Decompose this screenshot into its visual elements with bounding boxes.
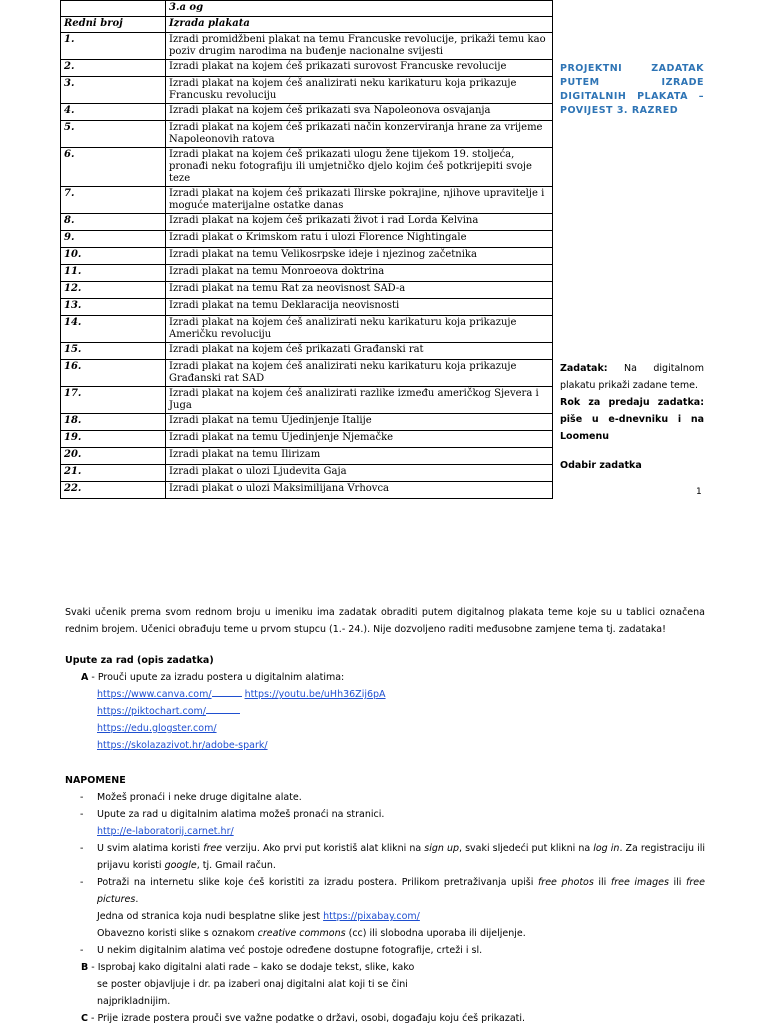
link-piktochart[interactable]: https://piktochart.com/ bbox=[97, 706, 206, 717]
col-num-header: Redni broj bbox=[61, 17, 166, 33]
row-number: 14. bbox=[61, 316, 166, 343]
row-number: 3. bbox=[61, 77, 166, 104]
note-item: - Potraži na internetu slike koje ćeš koristiti za izradu postera. Prilikom pretraživanja upiši free photos ili free images ili free pictures. Jedna od stranica koja nudi besplatne slike jest https://pixabay.com/ Obavezno koristi slike s oznakom creative commons (cc) ili slobodna uporaba ili dijeljenje. bbox=[80, 877, 705, 939]
link-underline-spacer bbox=[206, 704, 240, 714]
row-number: 17. bbox=[61, 387, 166, 414]
note-text: ili bbox=[593, 877, 611, 888]
table-row bbox=[61, 231, 553, 248]
link-skolazazivot[interactable]: https://skolazazivot.hr/adobe-spark/ bbox=[97, 740, 268, 751]
table-row bbox=[61, 104, 553, 121]
link-e-laboratorij[interactable]: http://e-laboratorij.carnet.hr/ bbox=[97, 826, 234, 837]
row-number: 6. bbox=[61, 148, 166, 187]
link-pixabay[interactable]: https://pixabay.com/ bbox=[323, 911, 420, 922]
note-text: Upute za rad u digitalnim alatima možeš pronaći na stranici. bbox=[97, 809, 385, 820]
note-emphasis: creative commons bbox=[257, 928, 346, 939]
note-text: . Za registraciju ili prijavu koristi bbox=[97, 843, 705, 871]
instructions-body bbox=[65, 604, 705, 1027]
notes-list bbox=[65, 789, 705, 959]
row-task: Izradi plakat na temu Ujedinjenje Italije bbox=[166, 414, 553, 431]
page-number: 1 bbox=[696, 487, 702, 497]
table-row bbox=[61, 148, 553, 187]
row-task: Izradi plakat na kojem ćeš prikazati Građanski rat bbox=[166, 343, 553, 360]
table-header-row bbox=[61, 17, 553, 33]
row-task: Izradi plakat na temu Deklaracija neovisnosti bbox=[166, 299, 553, 316]
row-number: 21. bbox=[61, 465, 166, 482]
table-row bbox=[61, 360, 553, 387]
note-item: - Upute za rad u digitalnim alatima možeš pronaći na stranici. http://e-laboratorij.carnet.hr/ bbox=[80, 809, 385, 837]
row-task: Izradi plakat na kojem ćeš analizirati razlike između američkog Sjevera i Juga bbox=[166, 387, 553, 414]
note-emphasis: log in bbox=[593, 843, 620, 854]
table-row bbox=[61, 465, 553, 482]
table-row bbox=[61, 431, 553, 448]
task-text: Na digitalnom plakatu prikaži zadane teme. bbox=[560, 363, 704, 391]
table-row bbox=[61, 33, 553, 60]
task-label: Zadatak: bbox=[560, 363, 608, 374]
row-task: Izradi plakat na kojem ćeš prikazati sva Napoleonova osvajanja bbox=[166, 104, 553, 121]
link-canva[interactable]: https://www.canva.com/ bbox=[97, 689, 212, 700]
row-number: 16. bbox=[61, 360, 166, 387]
step-b-text: - Isprobaj kako digitalni alati rade – kako se dodaje tekst, slike, kako bbox=[88, 962, 415, 973]
table-row bbox=[61, 343, 553, 360]
note-item: - U svim alatima koristi free verziju. Ako prvi put koristiš alat klikni na sign up, svaki sljedeći put klikni na log in. Za registraciju ili prijavu koristi google, tj. Gmail račun. bbox=[80, 843, 705, 871]
note-emphasis: free images bbox=[610, 877, 669, 888]
table-row bbox=[61, 282, 553, 299]
row-number: 13. bbox=[61, 299, 166, 316]
row-number: 12. bbox=[61, 282, 166, 299]
table-class-row bbox=[61, 1, 553, 17]
table-row bbox=[61, 121, 553, 148]
link-glogster[interactable]: https://edu.glogster.com/ bbox=[97, 723, 217, 734]
note-text: , svaki sljedeći put klikni na bbox=[459, 843, 594, 854]
col-task-header: Izrada plakata bbox=[166, 17, 553, 33]
step-b bbox=[65, 959, 705, 976]
row-number: 9. bbox=[61, 231, 166, 248]
note-emphasis: google bbox=[164, 860, 197, 871]
row-number: 5. bbox=[61, 121, 166, 148]
row-number: 10. bbox=[61, 248, 166, 265]
note-text: , tj. Gmail račun. bbox=[196, 860, 276, 871]
row-number: 20. bbox=[61, 448, 166, 465]
note-emphasis: free bbox=[203, 843, 223, 854]
row-number: 7. bbox=[61, 187, 166, 214]
choice-heading: Odabir zadatka bbox=[560, 460, 642, 471]
row-task: Izradi plakat na kojem ćeš analizirati neku karikaturu koja prikazuje Američku revoluciju bbox=[166, 316, 553, 343]
row-number: 19. bbox=[61, 431, 166, 448]
step-a-label: A bbox=[81, 672, 89, 683]
note-emphasis: free pictures bbox=[97, 877, 705, 905]
row-task: Izradi plakat na kojem ćeš prikazati ulogu žene tijekom 19. stoljeća, pronađi neku fotografiju ili umjetničko djelo kojim ćeš potkrijepiti svoje teze bbox=[166, 148, 553, 187]
task-description bbox=[560, 360, 704, 445]
note-text: U nekim digitalnim alatima već postoje određene dostupne fotografije, crteži i sl. bbox=[97, 945, 483, 956]
note-emphasis: free photos bbox=[537, 877, 594, 888]
table-row bbox=[61, 214, 553, 231]
step-b-label: B bbox=[81, 962, 89, 973]
instructions-heading: Upute za rad (opis zadatka) bbox=[65, 655, 214, 666]
row-number: 11. bbox=[61, 265, 166, 282]
row-number: 18. bbox=[61, 414, 166, 431]
row-task: Izradi plakat na kojem ćeš prikazati život i rad Lorda Kelvina bbox=[166, 214, 553, 231]
table-empty-cell bbox=[61, 1, 166, 17]
note-text: U svim alatima koristi bbox=[97, 843, 204, 854]
row-number: 1. bbox=[61, 33, 166, 60]
table-row bbox=[61, 77, 553, 104]
note-text: Potraži na internetu slike koje ćeš koristiti za izradu postera. Prilikom pretraživanja upiši bbox=[97, 877, 538, 888]
row-task: Izradi plakat na temu Velikosrpske ideje i njezinog začetnika bbox=[166, 248, 553, 265]
row-task: Izradi promidžbeni plakat na temu Francuske revolucije, prikaži temu kao poziv drugim narodima na buđenje nacionalne svijesti bbox=[166, 33, 553, 60]
step-a bbox=[65, 669, 705, 686]
row-number: 22. bbox=[61, 482, 166, 499]
link-youtube[interactable]: https://youtu.be/uHh36Zij6pA bbox=[244, 689, 386, 700]
tasks-table bbox=[60, 0, 553, 499]
table-row bbox=[61, 482, 553, 499]
note-text: Možeš pronaći i neke druge digitalne alate. bbox=[97, 792, 302, 803]
row-task: Izradi plakat o ulozi Maksimilijana Vrhovca bbox=[166, 482, 553, 499]
row-task: Izradi plakat na temu Ujedinjenje Njemačke bbox=[166, 431, 553, 448]
table-row bbox=[61, 299, 553, 316]
deadline-label: Rok za predaju zadatka: bbox=[560, 397, 704, 408]
note-text: Jedna od stranica koja nudi besplatne slike jest bbox=[97, 911, 324, 922]
table-row bbox=[61, 248, 553, 265]
link-underline-spacer bbox=[212, 687, 242, 697]
row-number: 2. bbox=[61, 60, 166, 77]
step-c-text: - Prije izrade postera prouči sve važne podatke o državi, osobi, događaju koju ćeš prikazati. bbox=[87, 1013, 526, 1024]
table-row bbox=[61, 60, 553, 77]
step-b-cont: se poster objavljuje i dr. pa izaberi onaj digitalni alat koji ti se čini bbox=[97, 979, 408, 990]
note-text: . bbox=[135, 894, 139, 905]
row-number: 8. bbox=[61, 214, 166, 231]
row-task: Izradi plakat na temu Monroeova doktrina bbox=[166, 265, 553, 282]
table-class-label: 3.a og bbox=[166, 1, 553, 17]
row-task: Izradi plakat o Krimskom ratu i ulozi Florence Nightingale bbox=[166, 231, 553, 248]
notes-heading: NAPOMENE bbox=[65, 775, 126, 786]
table-row bbox=[61, 387, 553, 414]
note-emphasis: sign up bbox=[424, 843, 460, 854]
row-task: Izradi plakat o ulozi Ljudevita Gaja bbox=[166, 465, 553, 482]
table-row bbox=[61, 316, 553, 343]
row-number: 4. bbox=[61, 104, 166, 121]
note-item: - U nekim digitalnim alatima već postoje određene dostupne fotografije, crteži i sl. bbox=[80, 945, 483, 956]
row-task: Izradi plakat na temu Ilirizam bbox=[166, 448, 553, 465]
row-task: Izradi plakat na kojem ćeš prikazati način konzerviranja hrane za vrijeme Napoleonovih ratova bbox=[166, 121, 553, 148]
intro-paragraph: Svaki učenik prema svom rednom broju u imeniku ima zadatak obraditi putem digitalnog plakata teme koje su u tablici označena rednim brojem. Učenici obrađuju teme u prvom stupcu (1.- 24.). Nije dozvoljeno raditi međusobne zamjene tema tj. zadataka! bbox=[65, 607, 705, 635]
deadline-text: piše u e-dnevniku i na Loomenu bbox=[560, 414, 704, 442]
row-task: Izradi plakat na temu Rat za neovisnost SAD-a bbox=[166, 282, 553, 299]
note-text: verziju. Ako prvi put koristiš alat klikni na bbox=[222, 843, 425, 854]
table-row bbox=[61, 265, 553, 282]
row-task: Izradi plakat na kojem ćeš analizirati neku karikaturu koja prikazuje Francusku revoluciju bbox=[166, 77, 553, 104]
tasks-table-wrapper bbox=[60, 0, 553, 543]
project-title: PROJEKTNI ZADATAK PUTEM IZRADE DIGITALNIH PLAKATA – POVIJEST 3. RAZRED bbox=[560, 63, 704, 116]
step-a-text: - Prouči upute za izradu postera u digitalnim alatima: bbox=[91, 672, 345, 683]
table-row bbox=[61, 448, 553, 465]
step-c-label: C bbox=[81, 1013, 88, 1024]
note-text: ili bbox=[668, 877, 687, 888]
step-c bbox=[65, 1010, 705, 1027]
step-b-cont: najprikladnijim. bbox=[97, 996, 171, 1007]
row-task: Izradi plakat na kojem ćeš analizirati neku karikaturu koja prikazuje Građanski rat SAD bbox=[166, 360, 553, 387]
table-row bbox=[61, 414, 553, 431]
row-number: 15. bbox=[61, 343, 166, 360]
row-task: Izradi plakat na kojem ćeš prikazati surovost Francuske revolucije bbox=[166, 60, 553, 77]
note-text: Obavezno koristi slike s oznakom bbox=[97, 928, 258, 939]
tool-links bbox=[65, 686, 705, 754]
row-task: Izradi plakat na kojem ćeš prikazati Ilirske pokrajine, njihove upravitelje i moguće materijalne ostatke danas bbox=[166, 187, 553, 214]
note-item: - Možeš pronaći i neke druge digitalne alate. bbox=[80, 792, 302, 803]
note-text: (cc) ili slobodna uporaba ili dijeljenje. bbox=[345, 928, 526, 939]
table-row bbox=[61, 187, 553, 214]
